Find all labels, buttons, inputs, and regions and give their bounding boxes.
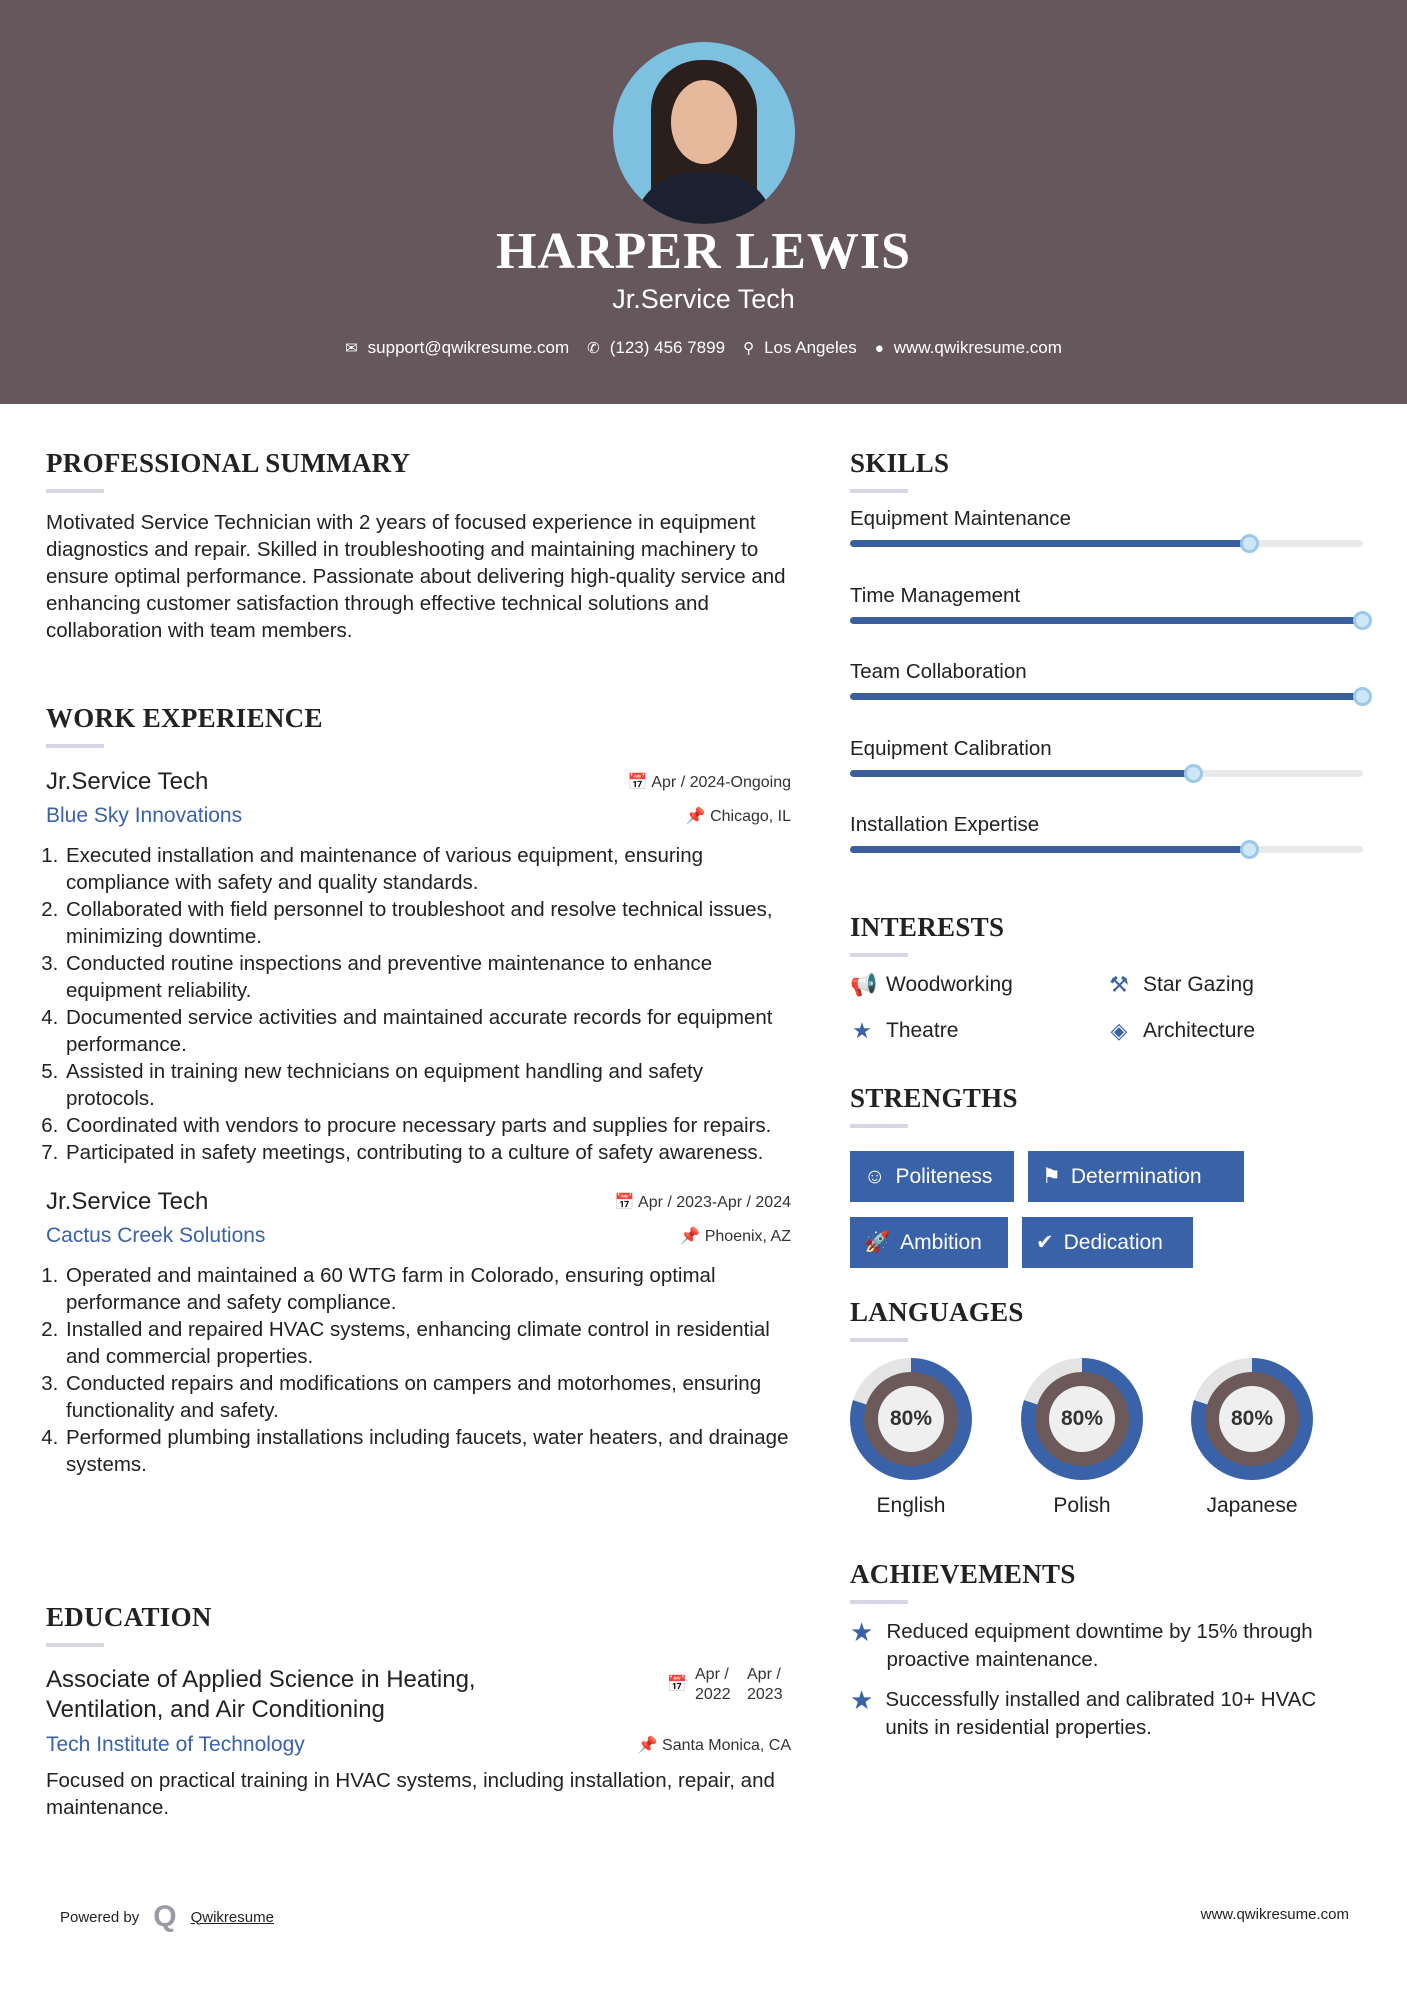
rocket-icon: 🚀 — [864, 1230, 891, 1254]
section-heading: SKILLS — [850, 448, 950, 478]
job-location: Chicago, IL — [710, 808, 791, 825]
section-heading: EDUCATION — [46, 1602, 212, 1632]
skill-bar — [850, 540, 1363, 547]
skill-bar — [850, 846, 1363, 853]
language-percent: 80% — [1049, 1386, 1115, 1452]
skill-name: Equipment Maintenance — [850, 507, 1072, 530]
skills-section — [850, 448, 1370, 890]
strength-badge: 🚀 Ambition — [850, 1217, 1008, 1268]
check-circle-icon: ✔ — [1036, 1231, 1054, 1254]
contact-email[interactable]: support@qwikresume.com — [367, 338, 570, 357]
degree-title: Associate of Applied Science in Heating, Ventilation, and Air Conditioning — [46, 1666, 476, 1723]
powered-by-label: Powered by — [60, 1908, 140, 1926]
interest-item: ⚒ Star Gazing — [1107, 972, 1254, 998]
achievements-section — [850, 1559, 1370, 1759]
gavel-icon: ⚒ — [1109, 972, 1129, 997]
bullet: 4. Performed plumbing installations including faucets, water heaters, and drainage systems. — [64, 1424, 791, 1478]
bullet: 2. Collaborated with field personnel to troubleshoot and resolve technical issues, minimizing downtime. — [64, 896, 791, 950]
globe-icon: ● — [874, 340, 884, 357]
star-award-icon: ★ — [850, 1685, 874, 1715]
job-entry — [46, 1188, 791, 1478]
edu-description: Focused on practical training in HVAC systems, including installation, repair, and maintenance. — [46, 1769, 775, 1819]
job-entry — [46, 768, 791, 1166]
star-icon: ★ — [852, 1018, 872, 1043]
skill-bar — [850, 617, 1363, 624]
qwikresume-logo-icon: Q — [153, 1900, 177, 1933]
section-heading: ACHIEVEMENTS — [850, 1559, 1076, 1589]
skill-item — [850, 813, 1370, 890]
section-heading: INTERESTS — [850, 912, 1005, 942]
contact-location: Los Angeles — [764, 338, 857, 357]
smile-icon: ☺ — [864, 1164, 886, 1188]
resume-header — [0, 0, 1407, 404]
skill-name: Equipment Calibration — [850, 736, 1052, 760]
contact-bar — [0, 338, 1407, 358]
map-pin-icon: ⚲ — [743, 340, 755, 357]
strengths-section — [850, 1083, 1370, 1283]
section-heading: STRENGTHS — [850, 1083, 1018, 1113]
language-percent: 80% — [878, 1386, 944, 1452]
bullet: 1. Executed installation and maintenance of various equipment, ensuring compliance with safety and quality standards. — [64, 842, 791, 896]
skill-item — [850, 737, 1370, 814]
summary-section — [46, 448, 791, 644]
megaphone-icon: 📢 — [850, 972, 878, 997]
bullet: 3. Conducted routine inspections and preventive maintenance to enhance equipment reliability. — [64, 950, 791, 1004]
skill-name: Team Collaboration — [850, 660, 1027, 683]
company-name: Blue Sky Innovations — [46, 804, 243, 827]
bullet: 2. Installed and repaired HVAC systems, enhancing climate control in residential and commercial properties. — [64, 1316, 791, 1370]
languages-section — [850, 1297, 1370, 1537]
achievement-item: ★ Reduced equipment downtime by 15% through proactive maintenance. — [850, 1618, 1350, 1674]
job-title: Jr.Service Tech — [46, 1188, 209, 1215]
skill-item — [850, 660, 1370, 737]
language-name: Polish — [1053, 1494, 1111, 1517]
skill-name: Time Management — [850, 583, 1021, 607]
candidate-title: Jr.Service Tech — [612, 284, 795, 314]
section-heading: LANGUAGES — [850, 1297, 1024, 1327]
bullet: 6. Coordinated with vendors to procure necessary parts and supplies for repairs. — [64, 1112, 791, 1139]
interest-item: ★ Theatre — [850, 1018, 958, 1044]
skill-bar — [850, 693, 1363, 700]
skill-item — [850, 584, 1370, 661]
job-location: Phoenix, AZ — [704, 1228, 791, 1245]
envelope-icon: ✉ — [345, 340, 358, 357]
bullet: 1. Operated and maintained a 60 WTG farm in Colorado, ensuring optimal performance and safety compliance. — [64, 1262, 791, 1316]
calendar-icon: 📅 — [627, 774, 652, 791]
candidate-name: HARPER LEWIS — [495, 223, 912, 280]
edu-end: Apr / 2023 — [747, 1666, 783, 1703]
section-heading: WORK EXPERIENCE — [46, 703, 323, 733]
bullet: 4. Documented service activities and maintained accurate records for equipment performance. — [64, 1004, 791, 1058]
strength-badge: ☺ Politeness — [850, 1151, 1014, 1202]
achievement-item: ★ Successfully installed and calibrated 10+ HVAC units in residential properties. — [850, 1686, 1350, 1742]
job-bullets — [46, 1262, 791, 1478]
job-title: Jr.Service Tech — [46, 768, 209, 795]
language-donut — [1191, 1358, 1313, 1480]
calendar-icon: 📅 — [614, 1194, 639, 1211]
brand-link[interactable]: Qwikresume — [190, 1908, 274, 1926]
education-section — [46, 1602, 791, 1821]
pin-icon: 📌 — [680, 1228, 705, 1245]
job-bullets — [46, 842, 791, 1166]
strength-badge: ✔ Dedication — [1022, 1217, 1193, 1268]
language-donut — [850, 1358, 972, 1480]
pin-icon: 📌 — [637, 1737, 663, 1754]
language-name: Japanese — [1206, 1494, 1298, 1517]
language-percent: 80% — [1219, 1386, 1285, 1452]
language-donut — [1021, 1358, 1143, 1480]
footer-website[interactable]: www.qwikresume.com — [1200, 1906, 1349, 1923]
tag-icon: ◈ — [1110, 1018, 1128, 1043]
pin-icon: 📌 — [685, 808, 711, 825]
bullet: 5. Assisted in training new technicians on equipment handling and safety protocols. — [64, 1058, 791, 1112]
company-name: Cactus Creek Solutions — [46, 1224, 266, 1247]
skill-name: Installation Expertise — [850, 813, 1040, 836]
contact-website[interactable]: www.qwikresume.com — [893, 338, 1062, 357]
school-name: Tech Institute of Technology — [46, 1733, 305, 1756]
phone-icon: ✆ — [587, 340, 600, 357]
edu-location: Santa Monica, CA — [662, 1737, 791, 1754]
experience-section — [46, 703, 791, 1478]
profile-photo — [613, 42, 795, 224]
bullet: 7. Participated in safety meetings, contributing to a culture of safety awareness. — [64, 1139, 791, 1166]
star-award-icon: ★ — [850, 1617, 874, 1647]
section-heading: PROFESSIONAL SUMMARY — [46, 448, 411, 478]
skill-bar — [850, 770, 1363, 777]
flag-icon: ⚑ — [1042, 1165, 1061, 1188]
skill-item — [850, 507, 1370, 584]
language-name: English — [876, 1494, 946, 1517]
calendar-icon: 📅 — [667, 1676, 687, 1693]
job-dates: Apr / 2024-Ongoing — [651, 774, 791, 791]
strength-badge: ⚑ Determination — [1028, 1151, 1244, 1202]
contact-phone: (123) 456 7899 — [609, 338, 726, 357]
interests-section — [850, 912, 1370, 1072]
summary-text: Motivated Service Technician with 2 years of focused experience in equipment diagnostics and repair. Skilled in troubleshooting and maintaining machinery to ensure optimal performance. Passionate about delivering high-quality service and enhancing customer satisfaction through effective technical solutions and collaboration with team members. — [46, 511, 786, 642]
bullet: 3. Conducted repairs and modifications on campers and motorhomes, ensuring functionality and safety. — [64, 1370, 791, 1424]
interest-item: ◈ Architecture — [1107, 1018, 1255, 1044]
job-dates: Apr / 2023-Apr / 2024 — [638, 1194, 791, 1211]
interest-item: 📢 Woodworking — [850, 972, 1013, 997]
footer-brand — [60, 1900, 274, 1934]
edu-start: Apr / 2022 — [695, 1666, 731, 1703]
